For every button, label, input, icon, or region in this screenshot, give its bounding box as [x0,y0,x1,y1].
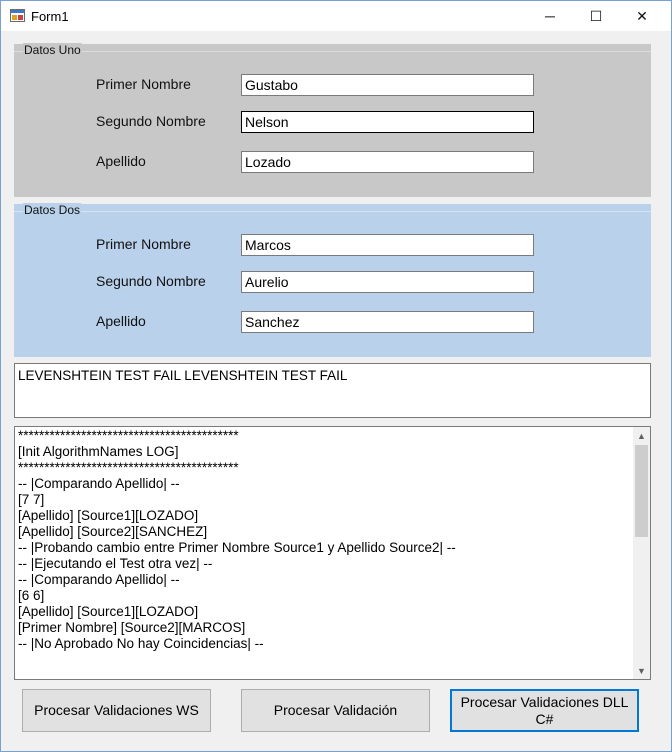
minimize-button[interactable] [527,1,573,31]
maximize-icon: ☐ [589,7,603,24]
log-scrollbar[interactable] [633,427,650,679]
apellido-field-2[interactable] [241,311,534,333]
datos-uno-groupbox [14,44,651,197]
datos-dos-legend: Datos Dos [24,203,81,217]
segundo-nombre-label-1: Segundo Nombre [96,113,206,129]
log-line: -- |Probando cambio entre Primer Nombre Source1 y Apellido Source2| -- [18,540,456,555]
procesar-validaciones-ws-button[interactable]: Procesar Validaciones WS [22,689,211,732]
minimize-icon: ─ [545,8,555,24]
apellido-label-1: Apellido [96,153,146,169]
procesar-validacion-button[interactable]: Procesar Validación [241,689,430,732]
scroll-up-arrow-icon[interactable]: ▲ [637,430,646,441]
primer-nombre-field-1[interactable] [241,74,534,96]
result-text: LEVENSHTEIN TEST FAIL LEVENSHTEIN TEST FAIL [18,368,348,383]
log-line: [7 7] [18,492,45,507]
log-line: ****************************************** [18,460,239,475]
window-title: Form1 [31,9,69,24]
primer-nombre-label-2: Primer Nombre [96,236,191,252]
primer-nombre-label-1: Primer Nombre [96,76,191,92]
log-textbox[interactable] [14,426,651,680]
scroll-down-arrow-icon[interactable]: ▼ [637,665,646,676]
datos-uno-legend: Datos Uno [24,43,81,57]
log-lines [18,428,628,652]
log-line: ****************************************** [18,428,239,443]
procesar-validaciones-dll-button[interactable]: Procesar Validaciones DLL C# [450,689,639,732]
log-line: -- |Comparando Apellido| -- [18,572,180,587]
segundo-nombre-field-1[interactable] [241,111,534,133]
log-line: [Init AlgorithmNames LOG] [18,444,179,459]
close-icon: ✕ [636,7,648,24]
maximize-button[interactable] [573,1,619,31]
log-line: [Apellido] [Source1][LOZADO] [18,508,199,523]
apellido-field-1[interactable] [241,151,534,173]
log-line: -- |No Aprobado No hay Coincidencias| -- [18,636,264,651]
scrollbar-thumb[interactable] [635,445,648,537]
form-app-icon [10,9,25,22]
result-textbox[interactable] [14,363,651,418]
log-line: [Primer Nombre] [Source2][MARCOS] [18,620,246,635]
segundo-nombre-label-2: Segundo Nombre [96,273,206,289]
apellido-label-2: Apellido [96,313,146,329]
groupbox-border [14,51,651,52]
groupbox-border [14,211,651,212]
log-line: [Apellido] [Source2][SANCHEZ] [18,524,208,539]
primer-nombre-field-2[interactable] [241,234,534,256]
log-line: -- |Ejecutando el Test otra vez| -- [18,556,213,571]
log-line: [6 6] [18,588,45,603]
title-bar[interactable] [1,1,671,31]
log-line: -- |Comparando Apellido| -- [18,476,180,491]
log-line: [Apellido] [Source1][LOZADO] [18,604,199,619]
segundo-nombre-field-2[interactable] [241,271,534,293]
close-button[interactable] [619,1,665,31]
datos-dos-groupbox [14,204,651,357]
